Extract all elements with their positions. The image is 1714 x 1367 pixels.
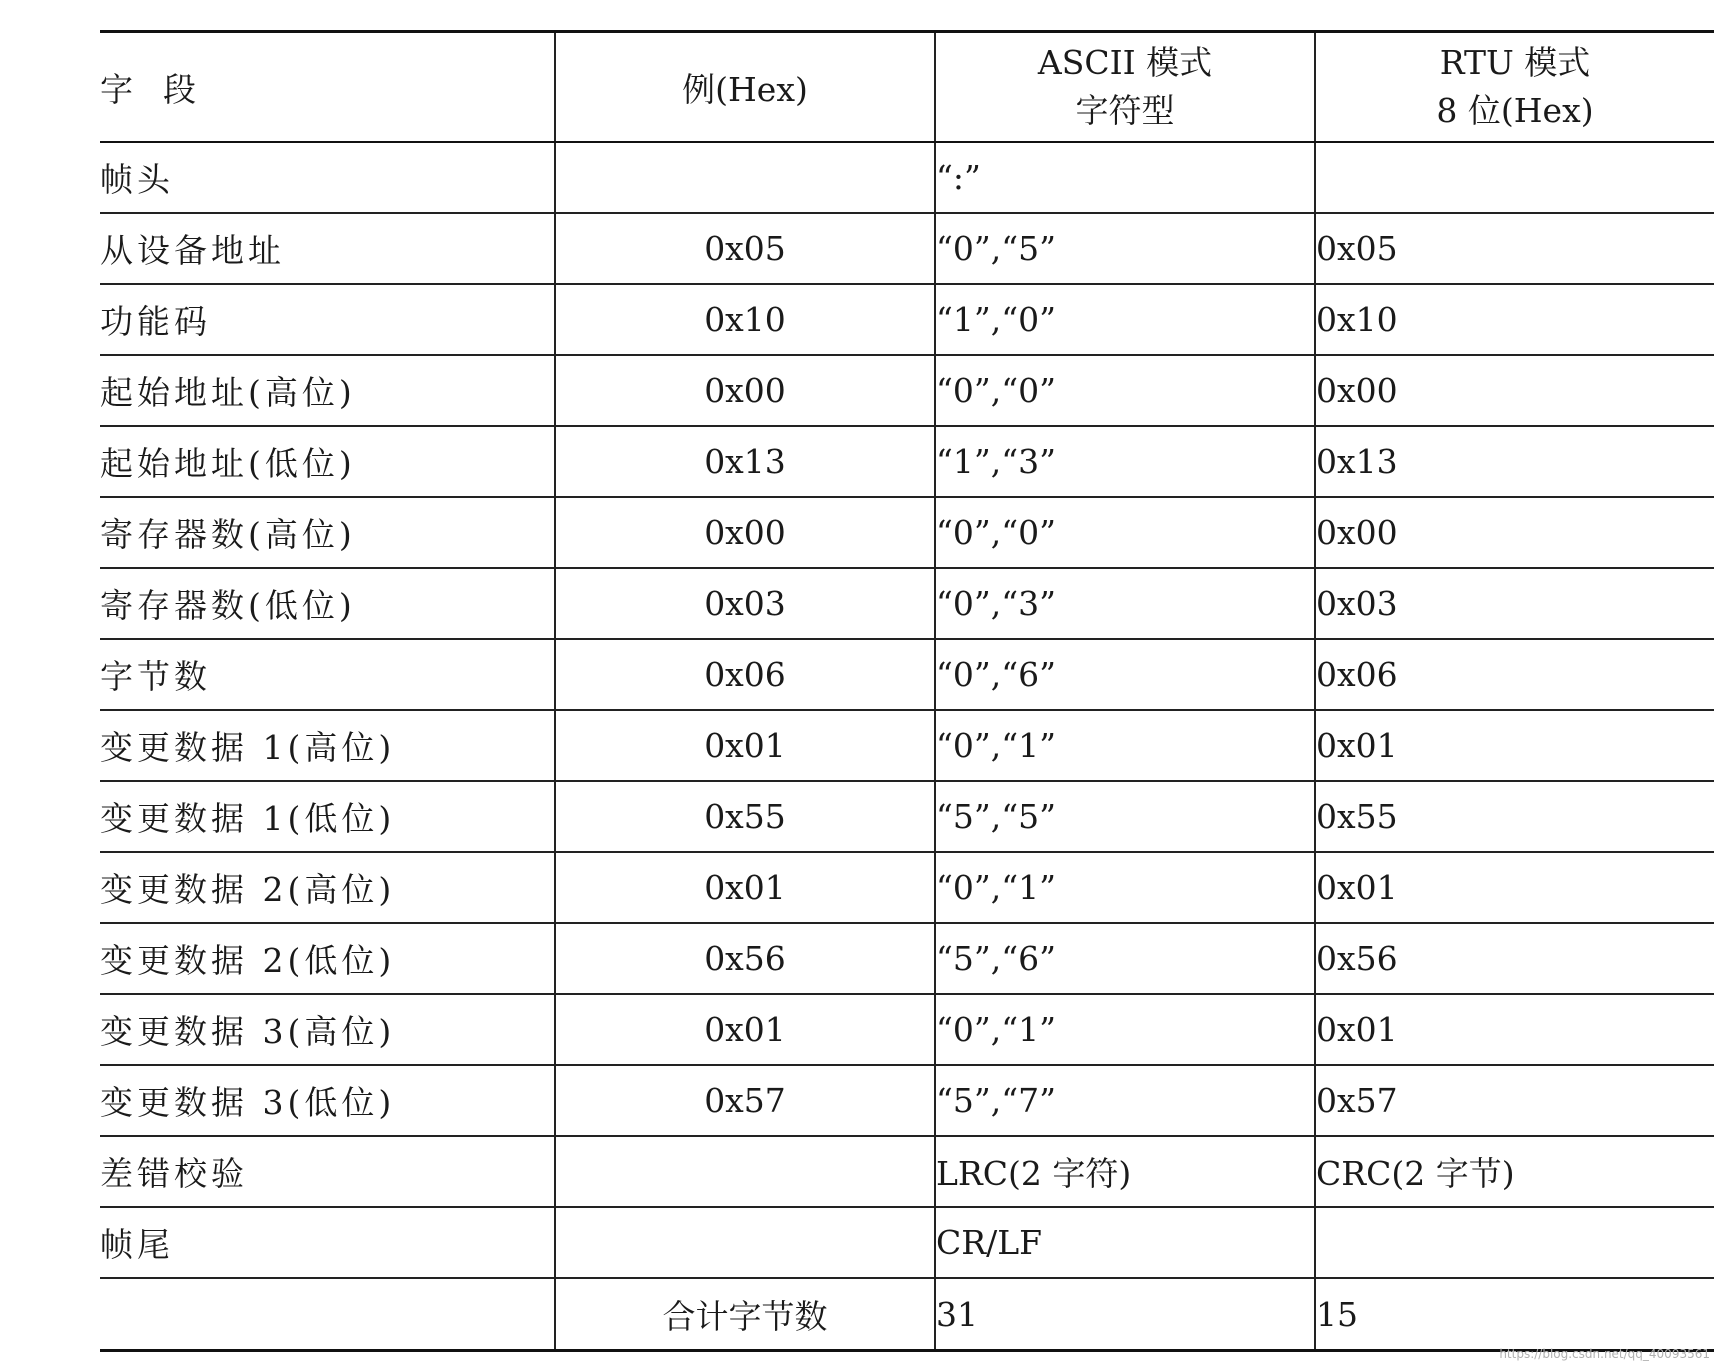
cell-example: 0x03 [555, 568, 935, 639]
cell-rtu: 0x57 [1315, 1065, 1714, 1136]
header-example: 例(Hex) [555, 32, 935, 143]
cell-example: 0x01 [555, 852, 935, 923]
table-row [100, 1207, 1714, 1278]
cell-ascii: LRC(2 字符) [935, 1136, 1315, 1207]
cell-rtu: 0x00 [1315, 355, 1714, 426]
cell-rtu: 0x55 [1315, 781, 1714, 852]
cell-rtu: 0x01 [1315, 852, 1714, 923]
cell-example: 0x13 [555, 426, 935, 497]
cell-example: 0x05 [555, 213, 935, 284]
cell-example: 0x01 [555, 710, 935, 781]
modbus-frame-table [100, 30, 1714, 1352]
cell-ascii: “5”,“7” [935, 1065, 1315, 1136]
cell-rtu: 0x01 [1315, 710, 1714, 781]
cell-example [555, 1207, 935, 1278]
table-row [100, 639, 1714, 710]
cell-field: 起始地址(高位) [100, 355, 555, 426]
cell-rtu [1315, 1207, 1714, 1278]
cell-ascii: “0”,“0” [935, 497, 1315, 568]
table-row [100, 355, 1714, 426]
cell-rtu: 0x01 [1315, 994, 1714, 1065]
cell-example: 0x00 [555, 497, 935, 568]
cell-example: 0x06 [555, 639, 935, 710]
cell-ascii: “0”,“1” [935, 710, 1315, 781]
table-header-row [100, 32, 1714, 143]
cell-rtu: 0x06 [1315, 639, 1714, 710]
cell-example: 0x00 [555, 355, 935, 426]
table-row [100, 568, 1714, 639]
cell-rtu [1315, 142, 1714, 213]
cell-field: 帧头 [100, 142, 555, 213]
cell-field: 变更数据 2(低位) [100, 923, 555, 994]
header-ascii [935, 32, 1315, 143]
table-row [100, 426, 1714, 497]
table-row [100, 142, 1714, 213]
cell-field: 变更数据 2(高位) [100, 852, 555, 923]
cell-field: 从设备地址 [100, 213, 555, 284]
cell-field: 帧尾 [100, 1207, 555, 1278]
table-row [100, 213, 1714, 284]
cell-empty [100, 1278, 555, 1351]
cell-field: 变更数据 3(低位) [100, 1065, 555, 1136]
watermark: https://blog.csdn.net/qq_40093561 [1499, 1347, 1710, 1361]
header-ascii-line1: ASCII 模式 [1037, 43, 1213, 82]
total-rtu: 15 [1315, 1278, 1714, 1351]
cell-field: 字节数 [100, 639, 555, 710]
cell-ascii: “1”,“0” [935, 284, 1315, 355]
cell-rtu: 0x05 [1315, 213, 1714, 284]
cell-ascii: “0”,“3” [935, 568, 1315, 639]
table-row [100, 497, 1714, 568]
header-rtu [1315, 32, 1714, 143]
cell-field: 变更数据 1(高位) [100, 710, 555, 781]
cell-rtu: 0x03 [1315, 568, 1714, 639]
cell-ascii: “1”,“3” [935, 426, 1315, 497]
table-row [100, 781, 1714, 852]
cell-example: 0x01 [555, 994, 935, 1065]
cell-example: 0x10 [555, 284, 935, 355]
cell-ascii: “:” [935, 142, 1315, 213]
cell-ascii: “0”,“0” [935, 355, 1315, 426]
cell-field: 寄存器数(高位) [100, 497, 555, 568]
table-row [100, 1136, 1714, 1207]
table-row [100, 994, 1714, 1065]
table-row [100, 1065, 1714, 1136]
cell-rtu: 0x56 [1315, 923, 1714, 994]
table-row [100, 710, 1714, 781]
cell-ascii: “0”,“1” [935, 994, 1315, 1065]
header-field: 字段 [100, 32, 555, 143]
cell-ascii: “0”,“5” [935, 213, 1315, 284]
cell-rtu: 0x13 [1315, 426, 1714, 497]
cell-ascii: “0”,“1” [935, 852, 1315, 923]
cell-field: 差错校验 [100, 1136, 555, 1207]
cell-example [555, 1136, 935, 1207]
total-label: 合计字节数 [555, 1278, 935, 1351]
table-row [100, 923, 1714, 994]
cell-example: 0x55 [555, 781, 935, 852]
cell-rtu: 0x00 [1315, 497, 1714, 568]
total-ascii: 31 [935, 1278, 1315, 1351]
cell-field: 变更数据 1(低位) [100, 781, 555, 852]
table-total-row [100, 1278, 1714, 1351]
cell-rtu: CRC(2 字节) [1315, 1136, 1714, 1207]
cell-field: 起始地址(低位) [100, 426, 555, 497]
header-rtu-line2: 8 位(Hex) [1436, 91, 1594, 130]
cell-example: 0x57 [555, 1065, 935, 1136]
cell-ascii: “5”,“5” [935, 781, 1315, 852]
header-ascii-line2: 字符型 [1075, 91, 1175, 130]
cell-field: 变更数据 3(高位) [100, 994, 555, 1065]
cell-example: 0x56 [555, 923, 935, 994]
cell-example [555, 142, 935, 213]
cell-ascii: CR/LF [935, 1207, 1315, 1278]
cell-ascii: “0”,“6” [935, 639, 1315, 710]
table-row [100, 284, 1714, 355]
cell-ascii: “5”,“6” [935, 923, 1315, 994]
table-row [100, 852, 1714, 923]
cell-rtu: 0x10 [1315, 284, 1714, 355]
cell-field: 寄存器数(低位) [100, 568, 555, 639]
header-rtu-line1: RTU 模式 [1439, 43, 1591, 82]
cell-field: 功能码 [100, 284, 555, 355]
